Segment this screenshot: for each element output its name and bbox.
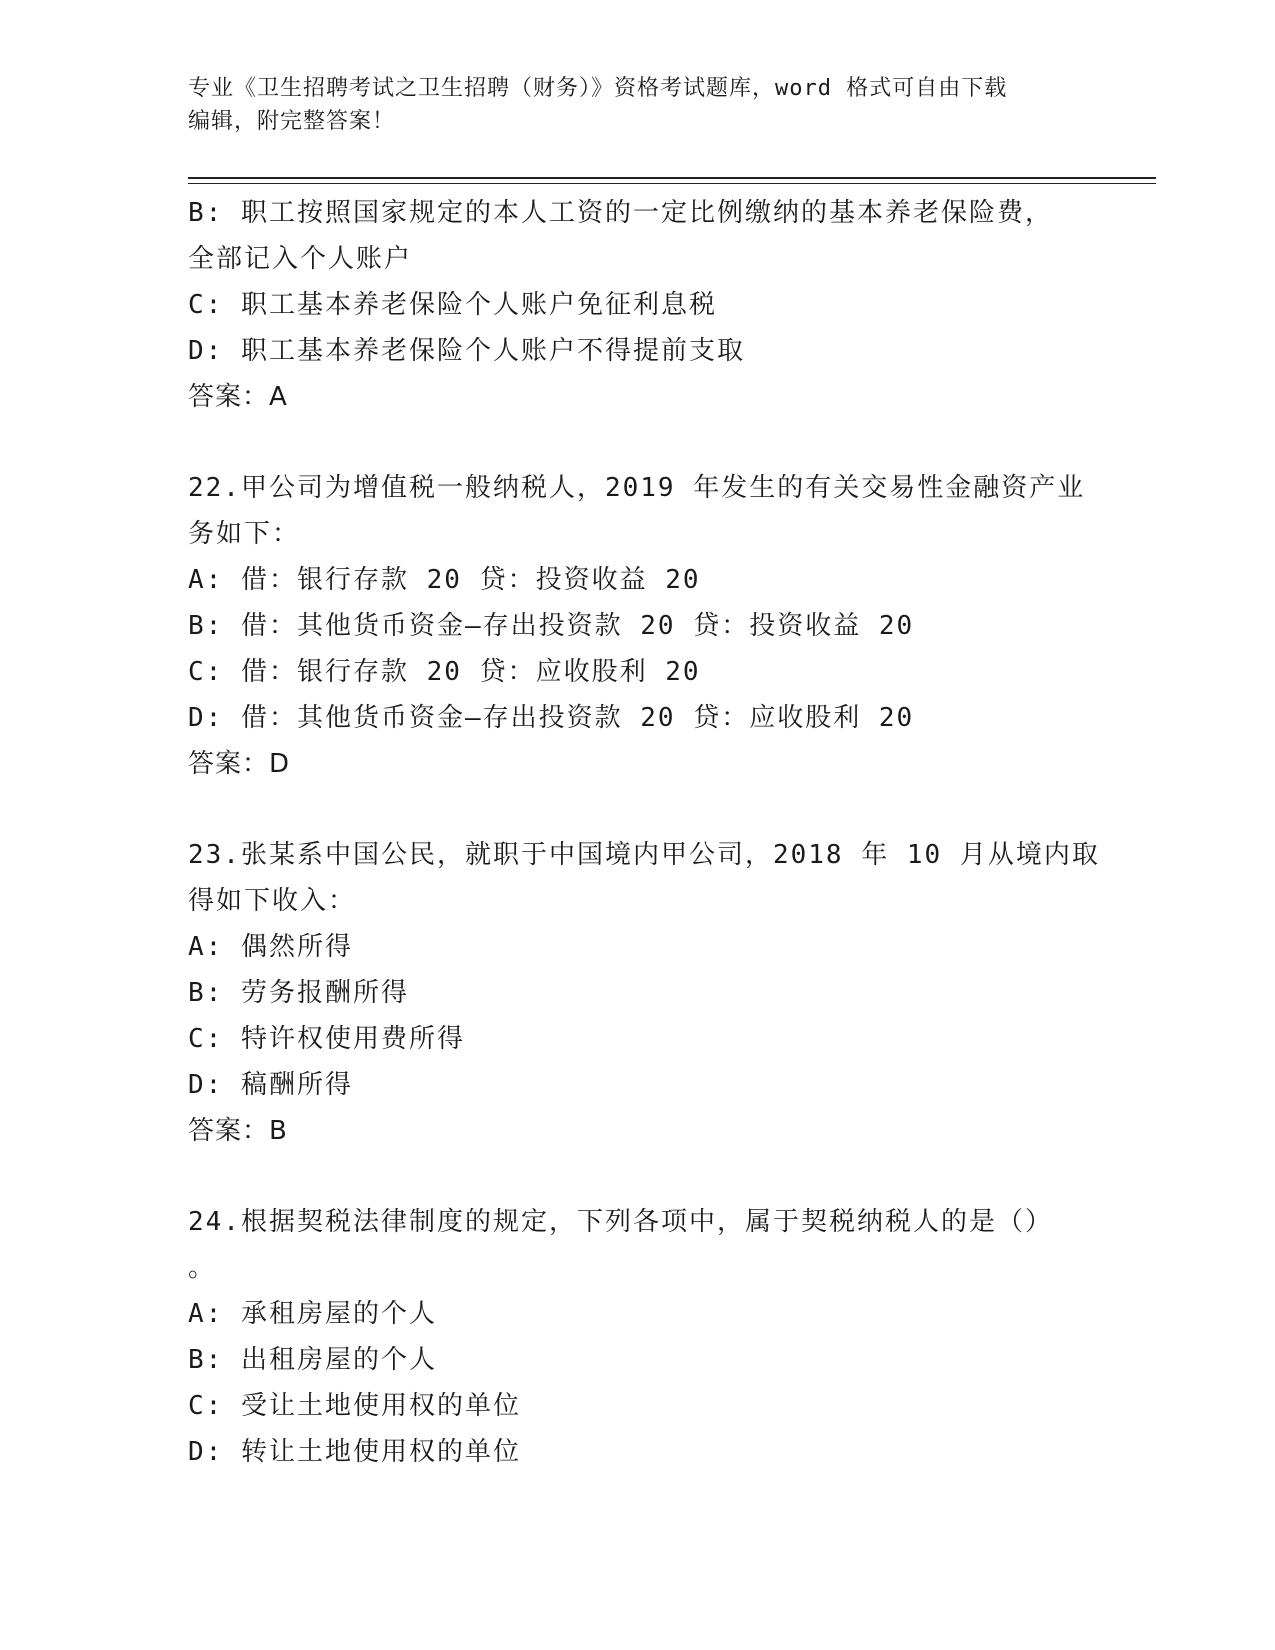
answer: 答案：D: [188, 749, 291, 779]
option-d: D: 职工基本养老保险个人账户不得提前支取: [188, 336, 745, 366]
question-22: [188, 465, 1088, 787]
question-stem-line-1: 24.根据契税法律制度的规定，下列各项中，属于契税纳税人的是（）: [188, 1207, 1053, 1237]
option-c: C: 受让土地使用权的单位: [188, 1391, 521, 1421]
header-divider-thick: [188, 177, 1156, 179]
option-d: D: 转让土地使用权的单位: [188, 1437, 521, 1467]
question-stem-line-2: 得如下收入：: [188, 886, 357, 916]
question-stem-line-2: 务如下：: [188, 519, 301, 549]
option-c: C: 特许权使用费所得: [188, 1024, 465, 1054]
answer: 答案：A: [188, 382, 288, 412]
header-line-2: 编辑，附完整答案！: [188, 109, 396, 134]
option-c: C: 借：银行存款 20 贷：应收股利 20: [188, 657, 701, 687]
option-b: B: 劳务报酬所得: [188, 978, 409, 1008]
question-21: [188, 190, 1088, 420]
question-23: [188, 832, 1100, 1154]
option-b-line-2: 全部记入个人账户: [188, 244, 413, 274]
option-a: A: 偶然所得: [188, 932, 353, 962]
option-b-line-1: B: 职工按照国家规定的本人工资的一定比例缴纳的基本养老保险费，: [188, 198, 1053, 228]
question-stem-line-1: 23.张某系中国公民，就职于中国境内甲公司，2018 年 10 月从境内取: [188, 840, 1100, 870]
header-line-1: 专业《卫生招聘考试之卫生招聘（财务）》资格考试题库，word 格式可自由下载: [188, 76, 1008, 101]
answer: 答案：B: [188, 1116, 288, 1146]
document-header: [188, 72, 1068, 138]
header-divider-thin: [188, 183, 1156, 184]
question-stem-line-2: 。: [188, 1253, 217, 1283]
option-b: B: 借：其他货币资金—存出投资款 20 贷：投资收益 20: [188, 611, 915, 641]
option-d: D: 稿酬所得: [188, 1070, 353, 1100]
option-c: C: 职工基本养老保险个人账户免征利息税: [188, 290, 717, 320]
option-a: A: 承租房屋的个人: [188, 1299, 437, 1329]
option-a: A: 借：银行存款 20 贷：投资收益 20: [188, 565, 701, 595]
option-b: B: 出租房屋的个人: [188, 1345, 437, 1375]
question-24: [188, 1199, 1088, 1475]
question-stem-line-1: 22.甲公司为增值税一般纳税人，2019 年发生的有关交易性金融资产业: [188, 473, 1086, 503]
question-list: [188, 190, 1100, 1475]
option-d: D: 借：其他货币资金—存出投资款 20 贷：应收股利 20: [188, 703, 915, 733]
